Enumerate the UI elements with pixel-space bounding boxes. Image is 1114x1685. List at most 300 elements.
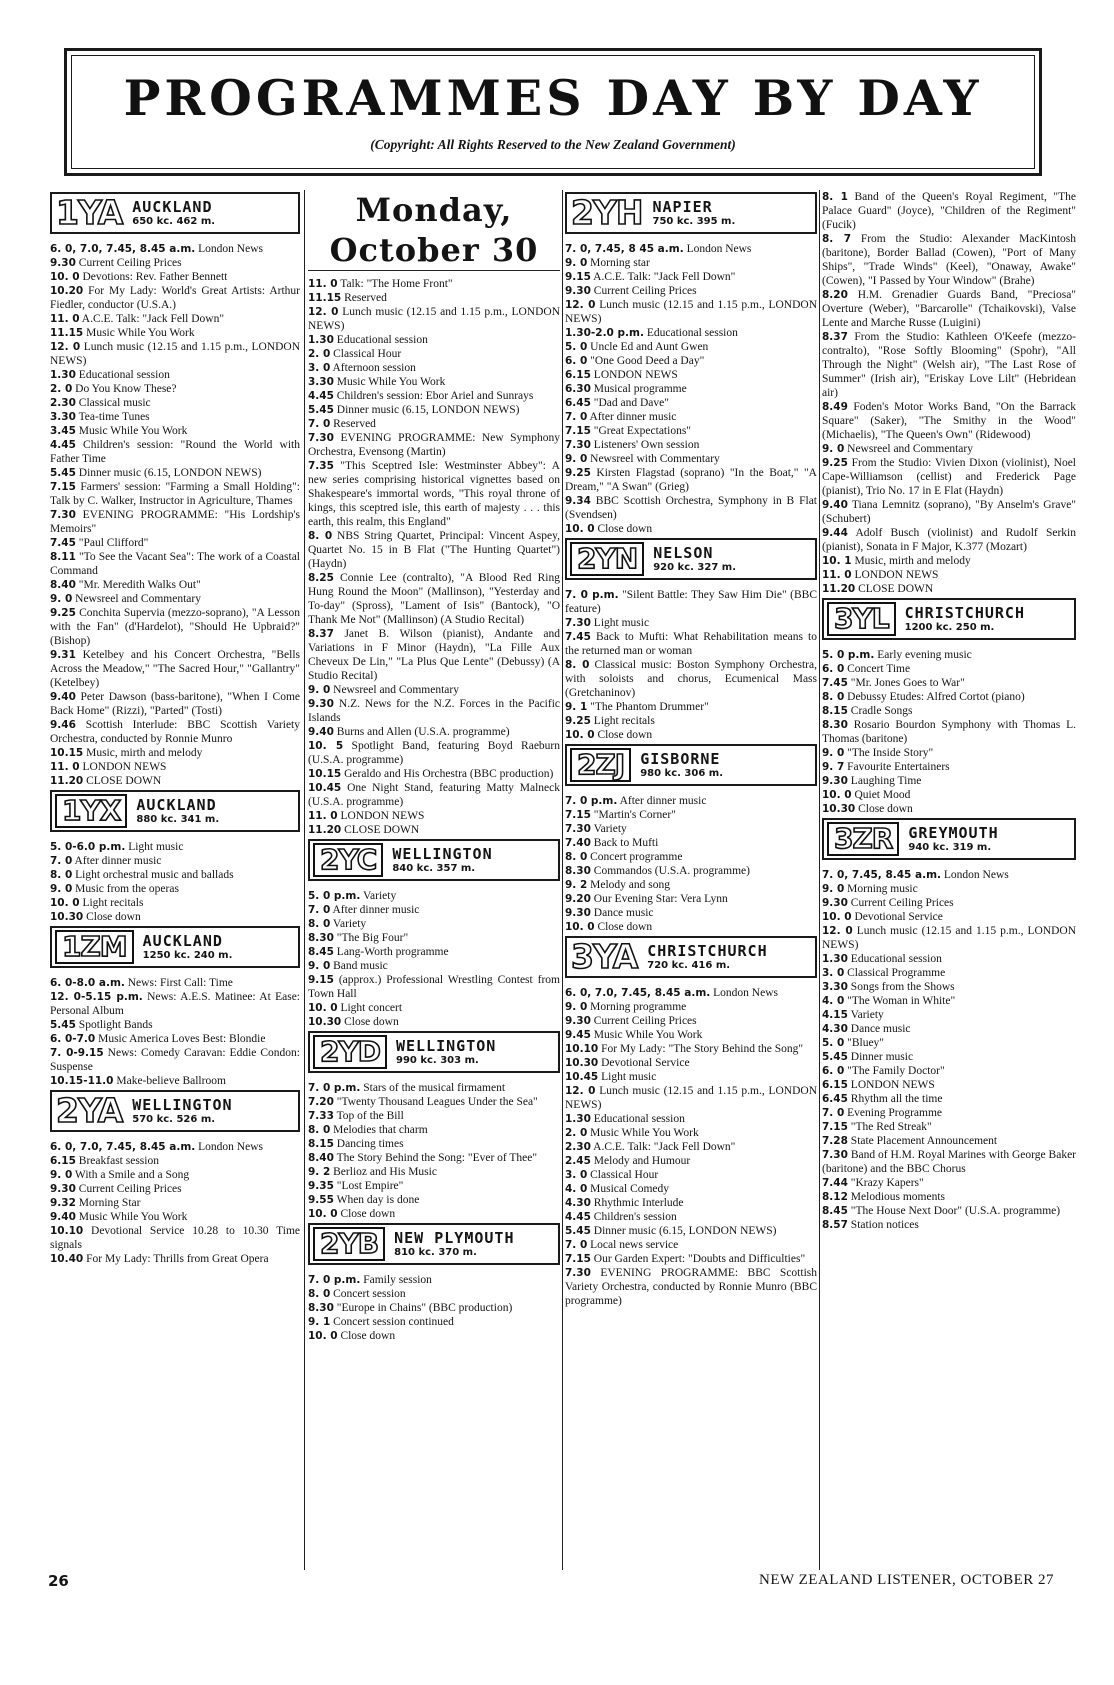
programme-text: CLOSE DOWN [83,775,162,787]
programme-text: Dance music [847,1023,911,1035]
programme-entry [50,396,300,410]
programme-text: Lunch music (12.15 and 1.15 p.m., LONDON NEWS) [50,341,300,367]
programme-text: Dancing times [333,1138,404,1150]
programme-entry [565,630,817,658]
programme-text: Music While You Work [333,376,446,388]
programme-entry [308,945,560,959]
programme-entry [822,1078,1076,1092]
programme-time: 9.30 [565,1015,591,1027]
station-call-sign: 2YA [56,1091,123,1130]
programme-entry [565,588,817,616]
programme-text: Light orchestral music and ballads [72,869,234,881]
programme-text: Light concert [337,1002,403,1014]
programme-entry [565,340,817,354]
programme-text: London News [683,243,752,255]
programme-time: 7.30 [565,617,591,629]
programme-text: Band of the Queen's Royal Regiment, "The Palace Guard" (Joyce), "Children of the Regiment" (Fucik) [822,191,1076,231]
programme-entry [308,459,560,529]
station-info [902,820,1074,858]
programme-text: Current Ceiling Prices [75,1183,182,1195]
page-number: 26 [48,1572,69,1590]
programme-text: Listeners' Own session [590,439,700,451]
programme-entry [50,340,300,368]
programme-time: 7.35 [308,460,334,472]
programme-entry [565,494,817,522]
programme-time: 9.40 [308,726,334,738]
programme-time: 9. 0 [50,883,73,895]
programme-time: 8. 0 [308,1124,331,1136]
programme-time: 9.34 [565,495,591,507]
programme-time: 10.45 [565,1071,599,1083]
column-1 [50,190,300,1570]
programme-time: 7. 0, 7.45, 8.45 a.m. [822,869,942,881]
programme-time: 9.25 [822,457,848,469]
programme-entry [50,1074,300,1088]
programme-time: 8. 1 [822,191,848,203]
programme-text: Lunch music (12.15 and 1.15 p.m., LONDON NEWS) [565,299,817,325]
programme-time: 6.15 [50,1155,76,1167]
programme-entry [565,892,817,906]
station-city: NELSON [653,543,714,562]
programme-time: 9.30 [822,897,848,909]
programme-time: 7.28 [822,1135,848,1147]
programme-entry [565,658,817,700]
programme-entry [822,1036,1076,1050]
programme-text: After dinner music [587,411,677,423]
programme-text: Dinner music (6.15, LONDON NEWS) [590,1225,777,1237]
programme-text: Afternoon session [330,362,416,374]
programme-entry [822,690,1076,704]
programme-time: 10. 0 [308,1330,338,1342]
programme-entry [308,627,560,683]
programme-text: "Twenty Thousand Leagues Under the Sea" [333,1096,538,1108]
programme-entry [308,931,560,945]
programme-entry [822,1050,1076,1064]
programme-time: 8. 0 [565,851,588,863]
programme-time: 7.30 [50,509,76,521]
programme-entry [822,232,1076,288]
programme-text: Back to Mufti: What Rehabilitation means to the returned man or woman [565,631,817,657]
programme-time: 10. 0 [308,1002,338,1014]
programme-entry [565,1042,817,1056]
page-title: PROGRAMMES DAY BY DAY [123,69,983,127]
programme-entry [308,889,560,903]
programme-text: Band music [330,960,388,972]
programme-text: With a Smile and a Song [72,1169,190,1181]
programme-text: A.C.E. Talk: "Jack Fell Down" [79,313,225,325]
programme-entry [308,683,560,697]
programme-text: Current Ceiling Prices [75,257,182,269]
programme-entry [565,1182,817,1196]
programme-text: Children's session [590,1211,677,1223]
programme-entry [565,284,817,298]
programme-time: 5.45 [50,467,76,479]
programme-time: 4.15 [822,1009,848,1021]
programme-entry [50,854,300,868]
programme-entry [308,1301,560,1315]
programme-text: BBC Scottish Orchestra, Symphony in B Flat (Svendsen) [565,495,817,521]
station-city: WELLINGTON [396,1036,497,1055]
programme-entry [50,550,300,578]
programme-entry [50,976,300,990]
programme-text: Music While You Work [75,425,188,437]
programme-time: 10.15 [308,768,342,780]
programme-time: 3.45 [50,425,76,437]
programme-time: 10.15 [50,747,84,759]
programme-text: For My Lady: "The Story Behind the Song" [598,1043,804,1055]
programme-entry [565,1014,817,1028]
day-heading: Monday, October 30 [308,190,560,271]
programme-entry [822,802,1076,816]
programme-text: Burns and Allen (U.S.A. programme) [333,726,510,738]
programme-text: London News [710,987,778,999]
programme-text: LONDON NEWS [847,1079,935,1091]
programme-entry [308,1109,560,1123]
programme-time: 9.30 [565,285,591,297]
programme-entry [565,1056,817,1070]
programme-entry [565,1224,817,1238]
programme-entry [565,298,817,326]
programme-text: Close down [341,1016,399,1028]
programme-entry [50,1210,300,1224]
station-call-sign: 1YX [55,794,127,828]
programme-time: 1.30 [50,369,76,381]
station-city: WELLINGTON [392,844,493,863]
programme-time: 8.37 [822,331,848,343]
programme-text: One Night Stand, featuring Matty Malneck (U.S.A. programme) [308,782,560,808]
programme-time: 6.45 [822,1093,848,1105]
programme-entry [565,242,817,256]
programme-entry [822,882,1076,896]
programme-time: 9.40 [822,499,848,511]
programme-time: 8. 0 [308,530,333,542]
programme-time: 12. 0 [308,306,339,318]
programme-time: 8. 0 [308,1288,331,1300]
programme-entry [565,452,817,466]
programme-entry [50,284,300,312]
programme-text: Geraldo and His Orchestra (BBC production) [341,768,554,780]
programme-text: Favourite Entertainers [844,761,950,773]
station-info [634,746,815,784]
programme-entry [822,568,1076,582]
programme-text: "This Sceptred Isle: Westminster Abbey": A new series comprising historical vignettes based on Shakespeare's immortal words, "This royal throne of kings, this sceptred isle, this earth of majesty . . . this earth, this realm, this England" [308,460,560,528]
station-frequency: 840 kc. 357 m. [392,862,476,874]
programme-time: 5.45 [565,1225,591,1237]
station-heading [50,790,300,832]
programme-entry [565,1070,817,1084]
station-call-sign: 3YL [827,602,896,636]
programme-text: After dinner music [617,795,707,807]
programme-text: Variety [330,918,367,930]
programme-text: "Mr. Meredith Walks Out" [75,579,201,591]
programme-text: Lang-Worth programme [333,946,449,958]
station-call-sign: 3ZR [827,822,899,856]
programme-time: 9. 2 [565,879,588,891]
programme-text: "To See the Vacant Sea": The work of a Coastal Command [50,551,300,577]
programme-entry [308,1207,560,1221]
station-heading [50,1090,300,1132]
programme-entry [822,554,1076,568]
programme-time: 4. 0 [822,995,845,1007]
programme-time: 9. 0 [822,443,845,455]
station-info [126,1092,298,1130]
programme-text: For My Lady: Thrills from Great Opera [83,1253,269,1265]
programme-entry [822,1106,1076,1120]
programme-entry [565,836,817,850]
programme-text: "Lost Empire" [333,1180,404,1192]
programme-entry [822,1008,1076,1022]
station-call-sign: 2ZJ [570,748,631,782]
programme-time: 9.30 [822,775,848,787]
programme-text: Our Evening Star: Vera Lynn [590,893,728,905]
programme-entry [308,1015,560,1029]
programme-time: 8.45 [822,1205,848,1217]
station-info [388,1225,558,1263]
programme-time: 6. 0 [565,355,588,367]
station-heading [822,818,1076,860]
programme-text: Light recitals [590,715,655,727]
station-frequency: 720 kc. 416 m. [647,959,731,971]
programme-text: Evening Programme [844,1107,942,1119]
programme-entry [308,1137,560,1151]
programme-time: 9. 0 [50,593,73,605]
programme-text: Dinner music (6.15, LONDON NEWS) [75,467,262,479]
programme-text: Classical music: Boston Symphony Orchestra, with soloists and chorus, Ecumenical Mass (Gretchaninov) [565,659,817,699]
programme-time: 4.45 [565,1211,591,1223]
programme-time: 8.15 [308,1138,334,1150]
programme-time: 10. 0 [565,523,595,535]
programme-entry [50,592,300,606]
programme-entry [50,480,300,508]
programme-time: 7.30 [565,1267,591,1279]
programme-text: Devotional Service [851,911,943,923]
station-call-sign: 2YC [313,843,383,877]
station-city: AUCKLAND [142,931,223,950]
programme-text: CLOSE DOWN [855,583,934,595]
programme-entry [50,466,300,480]
programme-time: 8.30 [308,1302,334,1314]
programme-entry [822,868,1076,882]
station-frequency: 980 kc. 306 m. [640,767,723,779]
programme-time: 9.30 [565,907,591,919]
programme-text: Ketelbey and his Concert Orchestra, "Bells Across the Meadow," "The Sacred Hour," "Gallantry" (Ketelbey) [50,649,300,689]
programme-time: 11. 0 [308,810,338,822]
programme-entry [565,1000,817,1014]
programme-entry [822,746,1076,760]
programme-text: Laughing Time [847,775,922,787]
programme-entry [50,718,300,746]
programme-entry [308,767,560,781]
programme-text: Berlioz and His Music [330,1166,437,1178]
programme-entry [565,1168,817,1182]
programme-time: 11. 0 [822,569,852,581]
programme-text: Station notices [847,1219,919,1231]
programme-time: 8.40 [308,1152,334,1164]
programme-text: Morning programme [587,1001,687,1013]
station-info [390,1033,558,1071]
programme-time: 9. 0 [50,1169,73,1181]
programme-time: 2.30 [50,397,76,409]
programme-text: A.C.E. Talk: "Jack Fell Down" [590,1141,736,1153]
programme-time: 12. 0 [822,925,853,937]
programme-time: 9.32 [50,1197,76,1209]
programme-time: 8. 0 [822,691,845,703]
programme-time: 7. 0 p.m. [308,1274,361,1286]
programme-entry [565,1210,817,1224]
programme-entry [50,326,300,340]
programme-text: Newsreel and Commentary [844,443,973,455]
programme-text: Devotional Service 10.28 to 10.30 Time signals [50,1225,300,1251]
programme-text: Devotional Service [598,1057,690,1069]
copyright-notice: (Copyright: All Rights Reserved to the New Zealand Government) [370,137,736,152]
programme-time: 9. 0 [308,684,331,696]
programme-entry [308,1123,560,1137]
programme-text: Concert Time [844,663,911,675]
programme-time: 9. 0 [822,883,845,895]
programme-time: 11.20 [822,583,856,595]
programme-text: Debussy Etudes: Alfred Cortot (piano) [844,691,1025,703]
programme-entry [308,305,560,333]
programme-time: 10. 0 [565,729,595,741]
programme-text: News: Comedy Caravan: Eddie Condon: Suspense [50,1047,300,1073]
column-2 [308,190,560,1570]
programme-entry [50,606,300,648]
programme-text: "The Family Doctor" [844,1065,945,1077]
programme-entry [50,368,300,382]
programme-time: 7.15 [565,1253,591,1265]
programme-text: Band of H.M. Royal Marines with George Baker (baritone) and the BBC Chorus [822,1149,1076,1175]
programme-entry [308,1329,560,1343]
programme-entry [308,403,560,417]
programme-entry [565,864,817,878]
programme-entry [822,526,1076,554]
programme-time: 5.45 [308,404,334,416]
programme-entry [565,794,817,808]
programme-time: 8.40 [50,579,76,591]
programme-entry [308,1081,560,1095]
programme-entry [565,382,817,396]
programme-time: 8.49 [822,401,848,413]
programme-text: Family session [360,1274,432,1286]
programme-time: 9.15 [565,271,591,283]
programme-entry [565,822,817,836]
programme-text: Stars of the musical firmament [360,1082,506,1094]
programme-entry [822,952,1076,966]
station-frequency: 990 kc. 303 m. [396,1054,479,1066]
programme-text: Close down [594,729,653,741]
programme-entry [50,1140,300,1154]
programme-text: Light recitals [79,897,144,909]
programme-text: Local news service [587,1239,679,1251]
programme-text: Educational session [590,1113,685,1125]
programme-entry [565,728,817,742]
programme-text: Close down [855,803,913,815]
programme-text: Quiet Mood [851,789,911,801]
programme-entry [308,375,560,389]
programme-entry [308,389,560,403]
programme-time: 10. 0 [50,897,80,909]
programme-entry [822,1190,1076,1204]
programme-time: 11.20 [308,824,342,836]
programme-time: 9.44 [822,527,848,539]
programme-entry [822,1204,1076,1218]
station-info [641,938,815,976]
programme-time: 7.44 [822,1177,848,1189]
programme-entry [308,529,560,571]
programme-entry [822,718,1076,746]
programme-time: 9. 1 [308,1316,331,1328]
programme-text: Morning star [587,257,650,269]
programme-text: Music, mirth and melody [851,555,971,567]
programme-time: 7.15 [565,425,591,437]
programme-time: 7.15 [565,809,591,821]
programme-time: 7. 0 [565,411,588,423]
programme-time: 9. 0 [308,960,331,972]
programme-time: 7.45 [565,631,591,643]
programme-entry [822,896,1076,910]
programme-text: Classical Hour [330,348,402,360]
programme-text: Concert session continued [330,1316,454,1328]
programme-text: Light music [125,841,184,853]
programme-entry [565,1084,817,1112]
programme-time: 9. 2 [308,1166,331,1178]
programme-entry [822,288,1076,330]
programme-time: 6. 0-7.0 [50,1033,96,1045]
programme-time: 9.30 [50,257,76,269]
programme-text: Foden's Motor Works Band, "On the Barrack Square" (Saker), "The Smithy in the Wood" (Michaelis), "The Queen's Own" (Ridewood) [822,401,1076,441]
programme-entry [565,1154,817,1168]
programme-time: 7. 0 [50,855,73,867]
programme-time: 8.30 [822,719,848,731]
programme-entry [822,1022,1076,1036]
programme-time: 4.45 [308,390,334,402]
programme-entry [308,431,560,459]
programme-text: Musical programme [590,383,687,395]
programme-text: Melody and Humour [590,1155,691,1167]
station-info [646,194,815,232]
programme-time: 8.25 [308,572,334,584]
programme-text: Talk: "The Home Front" [337,278,453,290]
programme-time: 4.45 [50,439,76,451]
programme-entry [822,1064,1076,1078]
programme-time: 4.30 [822,1023,848,1035]
programme-time: 10.30 [308,1016,342,1028]
programme-entry [565,410,817,424]
programme-time: 10. 1 [822,555,852,567]
programme-entry [822,924,1076,952]
programme-text: From the Studio: Alexander MacKintosh (baritone), Border Ballad (Cowen), "Port of Many Ships", "Trade Winds" (Keel), "Onaway, Awake" (Cowen), "I Passed by Your Window" (Brahe) [822,233,1076,287]
programme-entry [565,808,817,822]
station-frequency: 1250 kc. 240 m. [142,949,233,961]
programme-entry [50,508,300,536]
programme-entry [50,1018,300,1032]
programme-text: Music from the operas [72,883,179,895]
programme-entry [822,1092,1076,1106]
programme-time: 7. 0 p.m. [565,589,619,601]
station-frequency: 920 kc. 327 m. [653,561,736,573]
programme-entry [822,910,1076,924]
programme-text: Close down [337,1330,396,1342]
programme-text: Tiana Lemnitz (soprano), "By Anselm's Grave" (Schubert) [822,499,1076,525]
programme-text: Melodies that charm [330,1124,428,1136]
programme-text: "Paul Clifford" [75,537,149,549]
programme-text: Variety [360,890,397,902]
programme-text: Uncle Ed and Aunt Gwen [587,341,709,353]
programme-text: "Mr. Jones Goes to War" [847,677,965,689]
programme-text: Spotlight Band, featuring Boyd Raeburn (U.S.A. programme) [308,740,560,766]
programme-entry [308,973,560,1001]
programme-time: 10.20 [50,285,84,297]
